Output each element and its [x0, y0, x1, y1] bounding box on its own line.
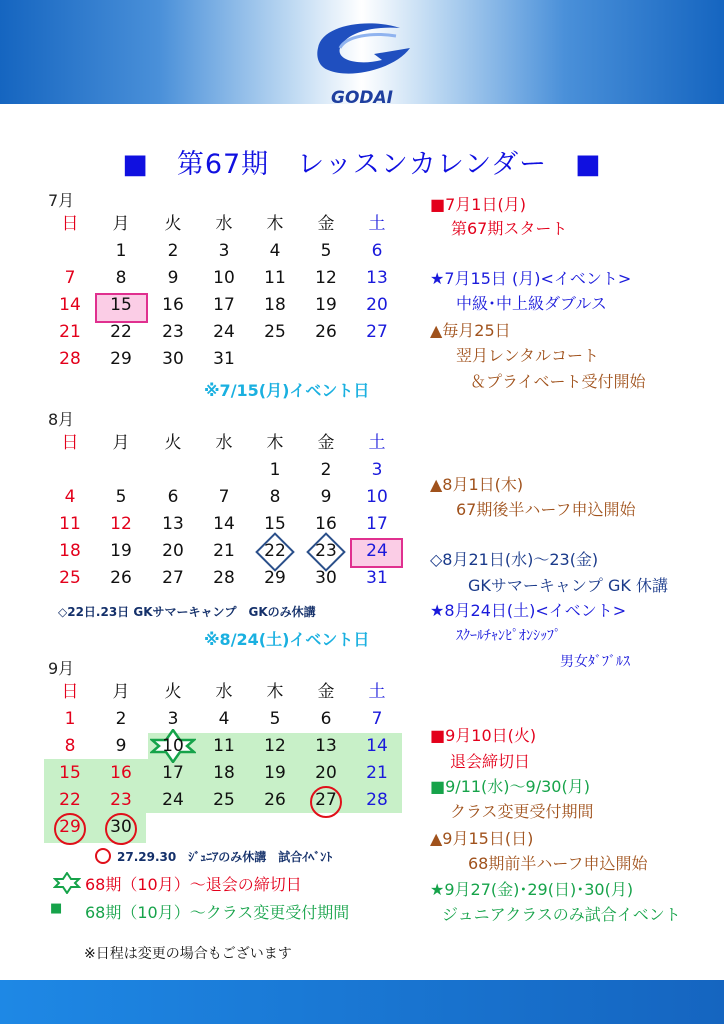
calendar-day: 4 — [218, 709, 230, 729]
weekday-header: 水 — [215, 433, 233, 453]
calendar-day: 20 — [366, 295, 388, 315]
calendar-day: 3 — [371, 460, 383, 480]
deadline-star-legend-icon — [53, 872, 81, 894]
month-label-july: 7月 — [48, 191, 75, 210]
side-event-detail: 翌月レンタルコート — [456, 346, 599, 365]
calendar-day: 21 — [59, 322, 81, 342]
footer-banner — [0, 980, 724, 1024]
calendar-day: 31 — [366, 568, 388, 588]
calendar-day: 10 — [162, 736, 184, 756]
calendar-day: 22 — [110, 322, 132, 342]
calendar-day: 5 — [115, 487, 127, 507]
calendar-day: 29 — [59, 817, 81, 837]
july-event-note: ※7/15(月)イベント日 — [204, 381, 370, 400]
side-event-title: ▲毎月25日 — [430, 321, 511, 340]
calendar-day: 10 — [213, 268, 235, 288]
calendar-day: 6 — [320, 709, 332, 729]
calendar-day: 17 — [162, 763, 184, 783]
class-change-legend: 68期（10月）～クラス変更受付期間 — [85, 903, 350, 922]
calendar-day: 4 — [64, 487, 76, 507]
calendar-day: 24 — [366, 541, 388, 561]
calendar-day: 19 — [315, 295, 337, 315]
weekday-header: 金 — [317, 433, 335, 453]
calendar-day: 18 — [59, 541, 81, 561]
calendar-day: 11 — [264, 268, 286, 288]
page-title: ■ 第67期 レッスンカレンダー ■ — [122, 149, 602, 180]
calendar-day: 5 — [269, 709, 281, 729]
side-event-title: ▲9月15日(日) — [430, 829, 534, 848]
calendar-day: 3 — [218, 241, 230, 261]
weekday-header: 火 — [164, 682, 182, 702]
weekday-header: 金 — [317, 682, 335, 702]
calendar-day: 15 — [264, 514, 286, 534]
calendar-day: 18 — [264, 295, 286, 315]
calendar-day: 28 — [213, 568, 235, 588]
side-event-detail: 退会締切日 — [450, 752, 531, 771]
calendar-day: 13 — [162, 514, 184, 534]
calendar-day: 28 — [366, 790, 388, 810]
calendar-day: 23 — [315, 541, 337, 561]
calendar-day: 17 — [366, 514, 388, 534]
calendar-day: 27 — [315, 790, 337, 810]
weekday-header: 月 — [112, 214, 130, 234]
calendar-day: 27 — [366, 322, 388, 342]
calendar-day: 12 — [315, 268, 337, 288]
side-event-title: ◇8月21日(水)～23(金) — [430, 550, 599, 569]
weekday-header: 火 — [164, 214, 182, 234]
square-legend-icon: ■ — [50, 901, 63, 916]
calendar-day: 28 — [59, 349, 81, 369]
calendar-day: 14 — [59, 295, 81, 315]
gk-camp-note: ◇22日.23日 GKサマーキャンプ GKのみ休講 — [58, 605, 316, 619]
calendar-day: 1 — [115, 241, 127, 261]
calendar-day: 21 — [366, 763, 388, 783]
calendar-day: 7 — [371, 709, 383, 729]
calendar-day: 14 — [213, 514, 235, 534]
calendar-day: 25 — [264, 322, 286, 342]
side-event-title: ★9月27(金)･29(日)･30(月) — [430, 880, 634, 899]
calendar-day: 9 — [320, 487, 332, 507]
calendar-day: 23 — [110, 790, 132, 810]
weekday-header: 日 — [61, 433, 79, 453]
svg-text:GODAI: GODAI — [331, 88, 393, 106]
side-event-detail: ジュニアクラスのみ試合イベント — [442, 905, 681, 924]
calendar-day: 11 — [213, 736, 235, 756]
calendar-day: 7 — [64, 268, 76, 288]
calendar-day: 9 — [115, 736, 127, 756]
side-event-detail: 第67期スタート — [451, 219, 568, 238]
side-event-title: ★7月15日 (月)<イベント> — [430, 269, 632, 288]
side-event-title: ▲8月1日(木) — [430, 475, 524, 494]
calendar-day: 25 — [59, 568, 81, 588]
weekday-header: 水 — [215, 682, 233, 702]
calendar-day: 11 — [59, 514, 81, 534]
weekday-header: 土 — [368, 433, 386, 453]
calendar-day: 30 — [162, 349, 184, 369]
calendar-day: 31 — [213, 349, 235, 369]
calendar-day: 22 — [59, 790, 81, 810]
calendar-day: 16 — [315, 514, 337, 534]
calendar-day: 29 — [264, 568, 286, 588]
calendar-day: 24 — [213, 322, 235, 342]
side-event-title: ■9/11(水)～9/30(月) — [430, 777, 590, 796]
calendar-day: 16 — [162, 295, 184, 315]
calendar-day: 2 — [167, 241, 179, 261]
side-event-detail: 男女ﾀﾞﾌﾞﾙｽ — [560, 654, 630, 670]
weekday-header: 木 — [266, 433, 284, 453]
calendar-day: 6 — [167, 487, 179, 507]
calendar-day: 2 — [320, 460, 332, 480]
calendar-day: 1 — [269, 460, 281, 480]
calendar-day: 6 — [371, 241, 383, 261]
calendar-day: 22 — [264, 541, 286, 561]
calendar-day: 8 — [115, 268, 127, 288]
side-event-title: ■9月10日(火) — [430, 726, 537, 745]
calendar-day: 12 — [110, 514, 132, 534]
calendar-day: 26 — [264, 790, 286, 810]
calendar-day: 30 — [315, 568, 337, 588]
calendar-day: 30 — [110, 817, 132, 837]
calendar-day: 13 — [366, 268, 388, 288]
calendar-day: 21 — [213, 541, 235, 561]
calendar-day: 12 — [264, 736, 286, 756]
month-label-september: 9月 — [48, 659, 75, 678]
godai-logo — [300, 14, 424, 106]
calendar-day: 15 — [59, 763, 81, 783]
calendar-day: 9 — [167, 268, 179, 288]
calendar-day: 13 — [315, 736, 337, 756]
weekday-header: 日 — [61, 214, 79, 234]
disclaimer: ※日程は変更の場合もございます — [84, 946, 292, 962]
month-label-august: 8月 — [48, 410, 75, 429]
weekday-header: 月 — [112, 433, 130, 453]
calendar-day: 23 — [162, 322, 184, 342]
calendar-day: 25 — [213, 790, 235, 810]
calendar-day: 29 — [110, 349, 132, 369]
calendar-day: 26 — [110, 568, 132, 588]
calendar-day: 19 — [264, 763, 286, 783]
weekday-header: 水 — [215, 214, 233, 234]
side-event-detail: クラス変更受付期間 — [450, 802, 594, 821]
calendar-day: 16 — [110, 763, 132, 783]
side-event-detail: 中級･中上級ダブルス — [456, 294, 607, 313]
side-event-detail: GKサマーキャンプ GK 休講 — [468, 576, 668, 595]
side-event-detail: ＆プライベート受付開始 — [470, 372, 646, 391]
calendar-day: 8 — [269, 487, 281, 507]
calendar-day: 19 — [110, 541, 132, 561]
calendar-day: 20 — [162, 541, 184, 561]
calendar-day: 8 — [64, 736, 76, 756]
weekday-header: 木 — [266, 214, 284, 234]
calendar-day: 14 — [366, 736, 388, 756]
weekday-header: 金 — [317, 214, 335, 234]
calendar-day: 3 — [167, 709, 179, 729]
weekday-header: 火 — [164, 433, 182, 453]
august-event-note: ※8/24(土)イベント日 — [204, 630, 370, 649]
weekday-header: 日 — [61, 682, 79, 702]
weekday-header: 月 — [112, 682, 130, 702]
side-event-title: ■7月1日(月) — [430, 195, 526, 214]
calendar-day: 4 — [269, 241, 281, 261]
side-event-detail: 67期後半ハーフ申込開始 — [456, 500, 636, 519]
calendar-day: 26 — [315, 322, 337, 342]
calendar-day: 10 — [366, 487, 388, 507]
calendar-day: 17 — [213, 295, 235, 315]
calendar-day: 2 — [115, 709, 127, 729]
calendar-day: 5 — [320, 241, 332, 261]
calendar-day: 18 — [213, 763, 235, 783]
junior-note: 27.29.30 ｼﾞｭﾆｱのみ休講 試合ｲﾍﾞﾝﾄ — [117, 850, 333, 864]
calendar-day: 1 — [64, 709, 76, 729]
weekday-header: 土 — [368, 682, 386, 702]
calendar-day: 20 — [315, 763, 337, 783]
side-event-title: ★8月24日(土)<イベント> — [430, 601, 627, 620]
side-event-detail: 68期前半ハーフ申込開始 — [468, 854, 648, 873]
calendar-day: 27 — [162, 568, 184, 588]
deadline-legend: 68期（10月）～退会の締切日 — [85, 875, 302, 894]
weekday-header: 土 — [368, 214, 386, 234]
calendar-day: 7 — [218, 487, 230, 507]
calendar-day: 15 — [110, 295, 132, 315]
circle-legend-icon — [95, 848, 111, 864]
calendar-day: 24 — [162, 790, 184, 810]
side-event-detail: ｽｸｰﾙﾁｬﾝﾋﾟｵﾝｼｯﾌﾟ — [456, 628, 561, 644]
weekday-header: 木 — [266, 682, 284, 702]
